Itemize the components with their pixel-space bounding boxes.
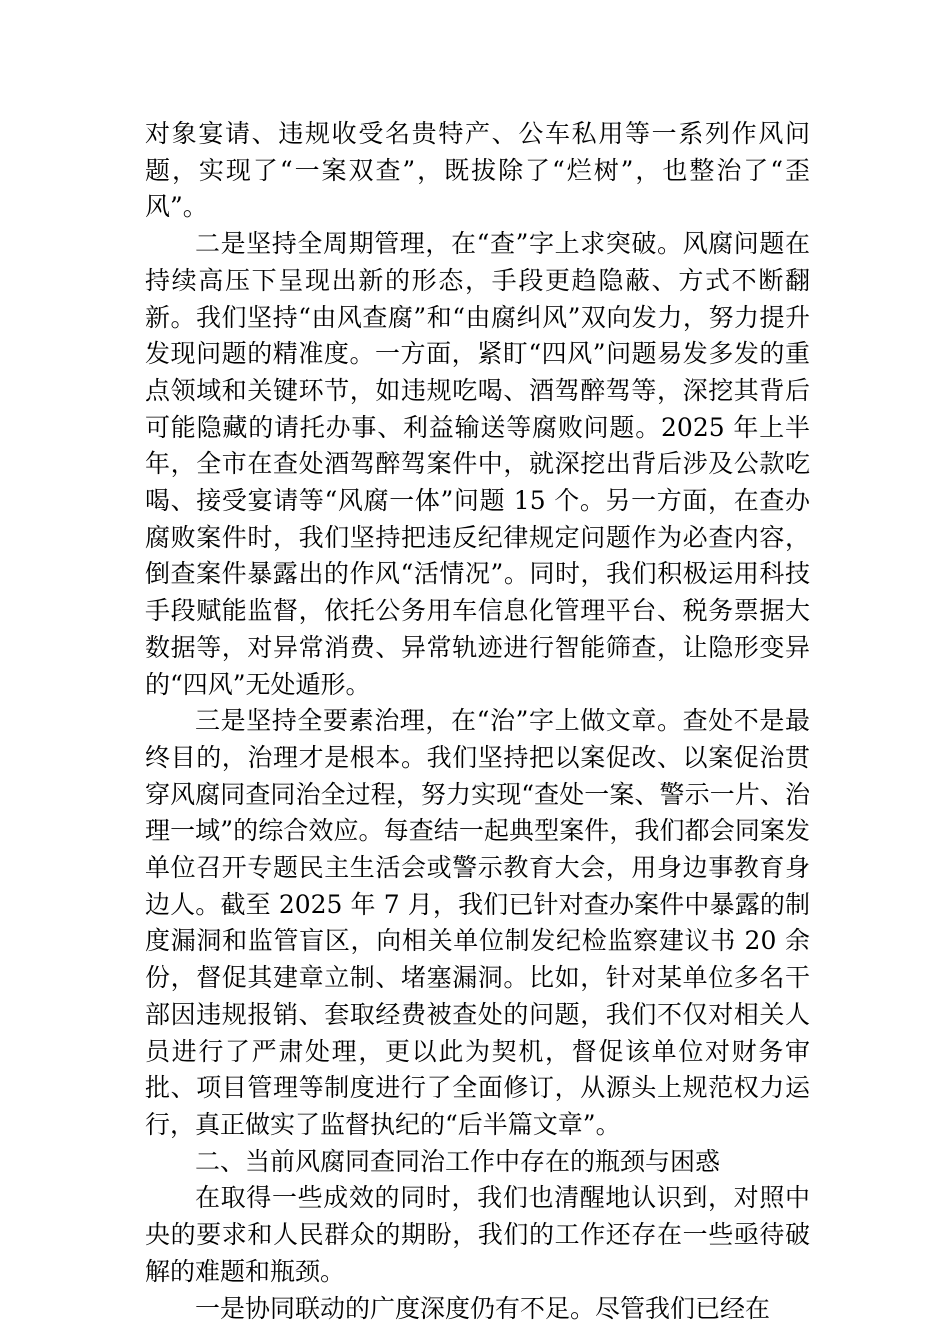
section-heading-bottlenecks: 二、当前风腐同查同治工作中存在的瓶颈与困惑 [195,1146,721,1176]
paragraph-continuation: 对象宴请、违规收受名贵特产、公车私用等一系列作风问题，实现了“一案双查”，既拔除了“烂树”，也整治了“歪风”。 [145,119,810,222]
document-body [145,116,810,1327]
paragraph-bottlenecks-intro: 在取得一些成效的同时，我们也清醒地认识到，对照中央的要求和人民群众的期盼，我们的工作还存在一些亟待破解的难题和瓶颈。 [145,1183,810,1286]
paragraph-coordination-shortfall: 一是协同联动的广度深度仍有不足。尽管我们已经在 [195,1293,771,1323]
paragraph-full-cycle-management: 二是坚持全周期管理，在“查”字上求突破。风腐问题在持续高压下呈现出新的形态，手段更趋隐蔽、方式不断翻新。我们坚持“由风查腐”和“由腐纠风”双向发力，努力提升发现问题的精准度。一方面，紧盯“四风”问题易发多发的重点领域和关键环节，如违规吃喝、酒驾醉驾等，深挖其背后可能隐藏的请托办事、利益输送等腐败问题。2025 年上半年，全市在查处酒驾醉驾案件中，就深挖出背后涉及公款吃喝、接受宴请等“风腐一体”问题 15 个。另一方面，在查办腐败案件时，我们坚持把违反纪律规定问题作为必查内容，倒查案件暴露出的作风“活情况”。同时，我们积极运用科技手段赋能监督，依托公务用车信息化管理平台、税务票据大数据等，对异常消费、异常轨迹进行智能筛查，让隐形变异的“四风”无处遁形。 [145,229,810,699]
paragraph-all-element-governance: 三是坚持全要素治理，在“治”字上做文章。查处不是最终目的，治理才是根本。我们坚持把以案促改、以案促治贯穿风腐同查同治全过程，努力实现“查处一案、警示一片、治理一域”的综合效应。每查结一起典型案件，我们都会同案发单位召开专题民主生活会或警示教育大会，用身边事教育身边人。截至 2025 年 7 月，我们已针对查办案件中暴露的制度漏洞和监管盲区，向相关单位制发纪检监察建议书 20 余份，督促其建章立制、堵塞漏洞。比如，针对某单位多名干部因违规报销、套取经费被查处的问题，我们不仅对相关人员进行了严肃处理，更以此为契机，督促该单位对财务审批、项目管理等制度进行了全面修订，从源头上规范权力运行，真正做实了监督执纪的“后半篇文章”。 [145,706,810,1139]
